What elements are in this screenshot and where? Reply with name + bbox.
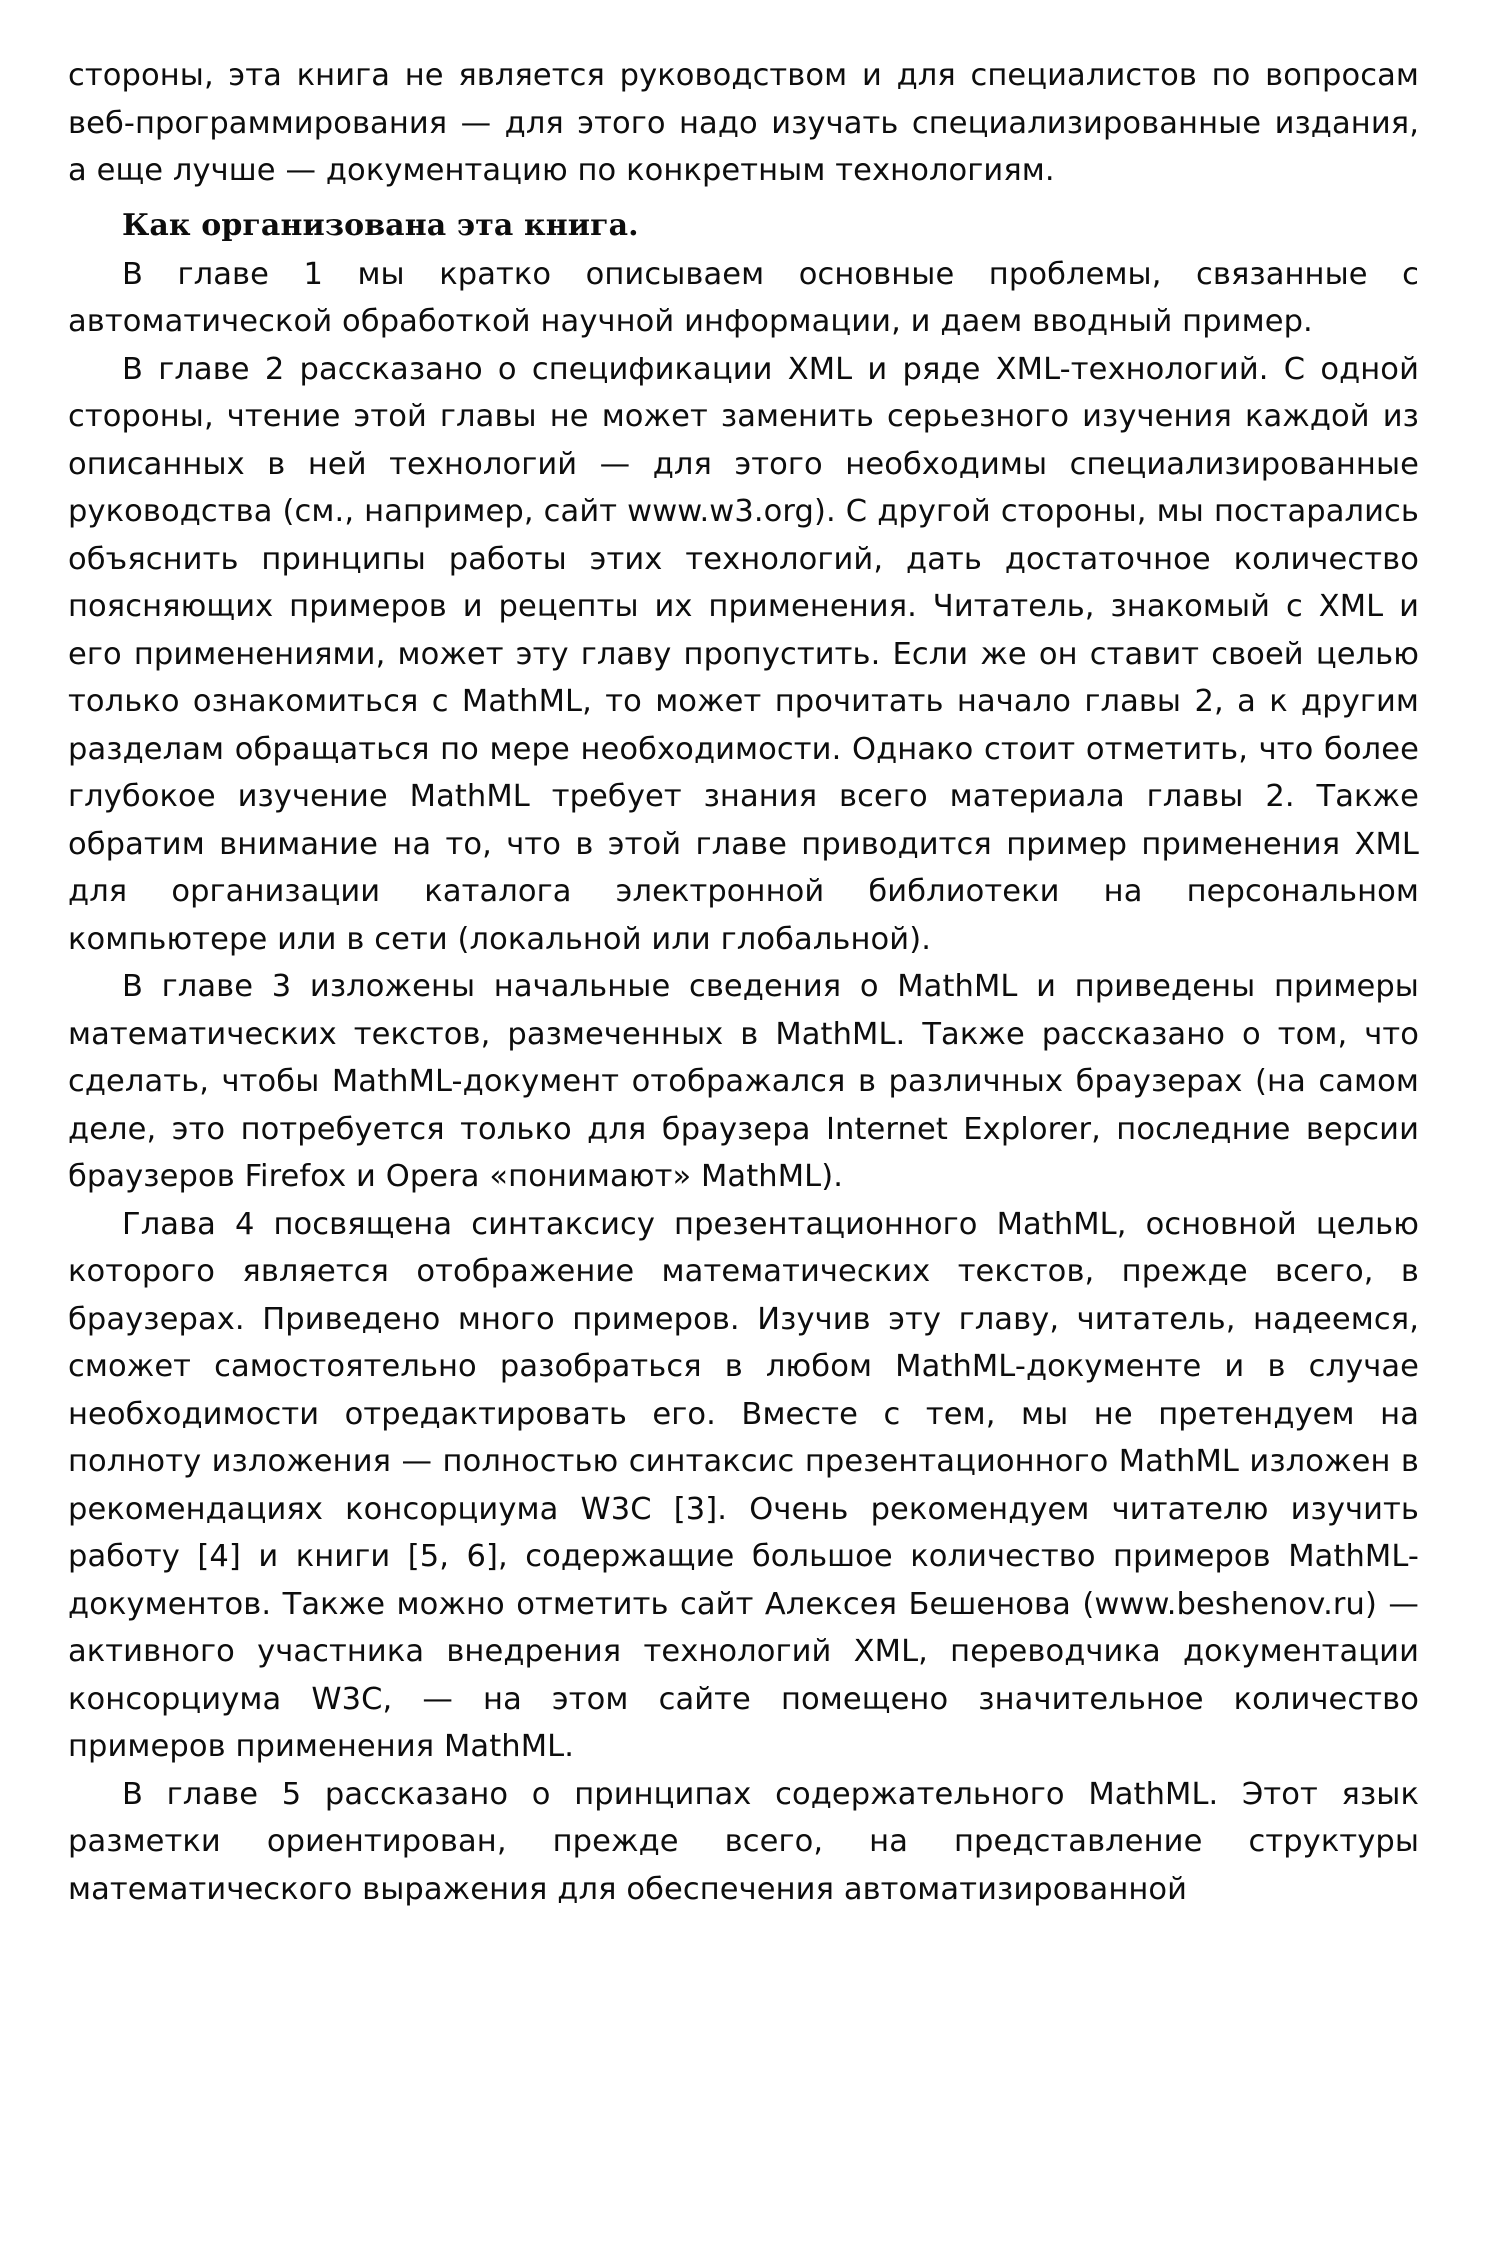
- heading-how-book-organized: Как организована эта книга.: [122, 207, 639, 243]
- paragraph-chapter-1: В главе 1 мы кратко описываем основные проблемы, связанные с автоматической обработкой научной информации, и даем вводный пример.: [68, 256, 1419, 339]
- paragraph-intro-continued: стороны, эта книга не является руководством и для специалистов по вопросам веб-программирования — для этого надо изучать специализированные издания, а еще лучше — документацию по конкретным технологиям.: [68, 58, 1419, 188]
- paragraph-chapter-2: В главе 2 рассказано о спецификации XML и ряде XML-технологий. С одной стороны, чтение этой главы не может заменить серьезного изучения каждой из описанных в ней технологий — для этого необходимы специализированные руководства (см., например, сайт www.w3.org). С другой стороны, мы постарались объяснить принципы работы этих технологий, дать достаточное количество поясняющих примеров и рецепты их применения. Читатель, знакомый с XML и его применениями, может эту главу пропустить. Если же он ставит своей целью только ознакомиться с MathML, то может прочитать начало главы 2, а к другим разделам обращаться по мере необходимости. Однако стоит отметить, что более глубокое изучение MathML требует знания всего материала главы 2. Также обратим внимание на то, что в этой главе приводится пример применения XML для организации каталога электронной библиотеки на персональном компьютере или в сети (локальной или глобальной).: [68, 351, 1419, 957]
- paragraph-chapter-4: Глава 4 посвящена синтаксису презентационного MathML, основной целью которого является отображение математических текстов, прежде всего, в браузерах. Приведено много примеров. Изучив эту главу, читатель, надеемся, сможет самостоятельно разобраться в любом MathML-документе и в случае необходимости отредактировать его. Вместе с тем, мы не претендуем на полноту изложения — полностью синтаксис презентационного MathML изложен в рекомендациях консорциума W3C [3]. Очень рекомендуем читателю изучить работу [4] и книги [5, 6], содержащие большое количество примеров MathML-документов. Также можно отметить сайт Алексея Бешенова (www.beshenov.ru) — активного участника внедрения технологий XML, переводчика документации консорциума W3C, — на этом сайте помещено значительное количество примеров применения MathML.: [68, 1206, 1419, 1764]
- page-body: [68, 52, 1419, 1913]
- paragraph-chapter-5: В главе 5 рассказано о принципах содержательного MathML. Этот язык разметки ориентирован, прежде всего, на представление структуры математического выражения для обеспечения автоматизированной: [68, 1776, 1419, 1907]
- paragraph-chapter-3: В главе 3 изложены начальные сведения о MathML и приведены примеры математических текстов, размеченных в MathML. Также рассказано о том, что сделать, чтобы MathML-документ отображался в различных браузерах (на самом деле, это потребуется только для браузера Internet Explorer, последние версии браузеров Firefox и Opera «понимают» MathML).: [68, 969, 1419, 1194]
